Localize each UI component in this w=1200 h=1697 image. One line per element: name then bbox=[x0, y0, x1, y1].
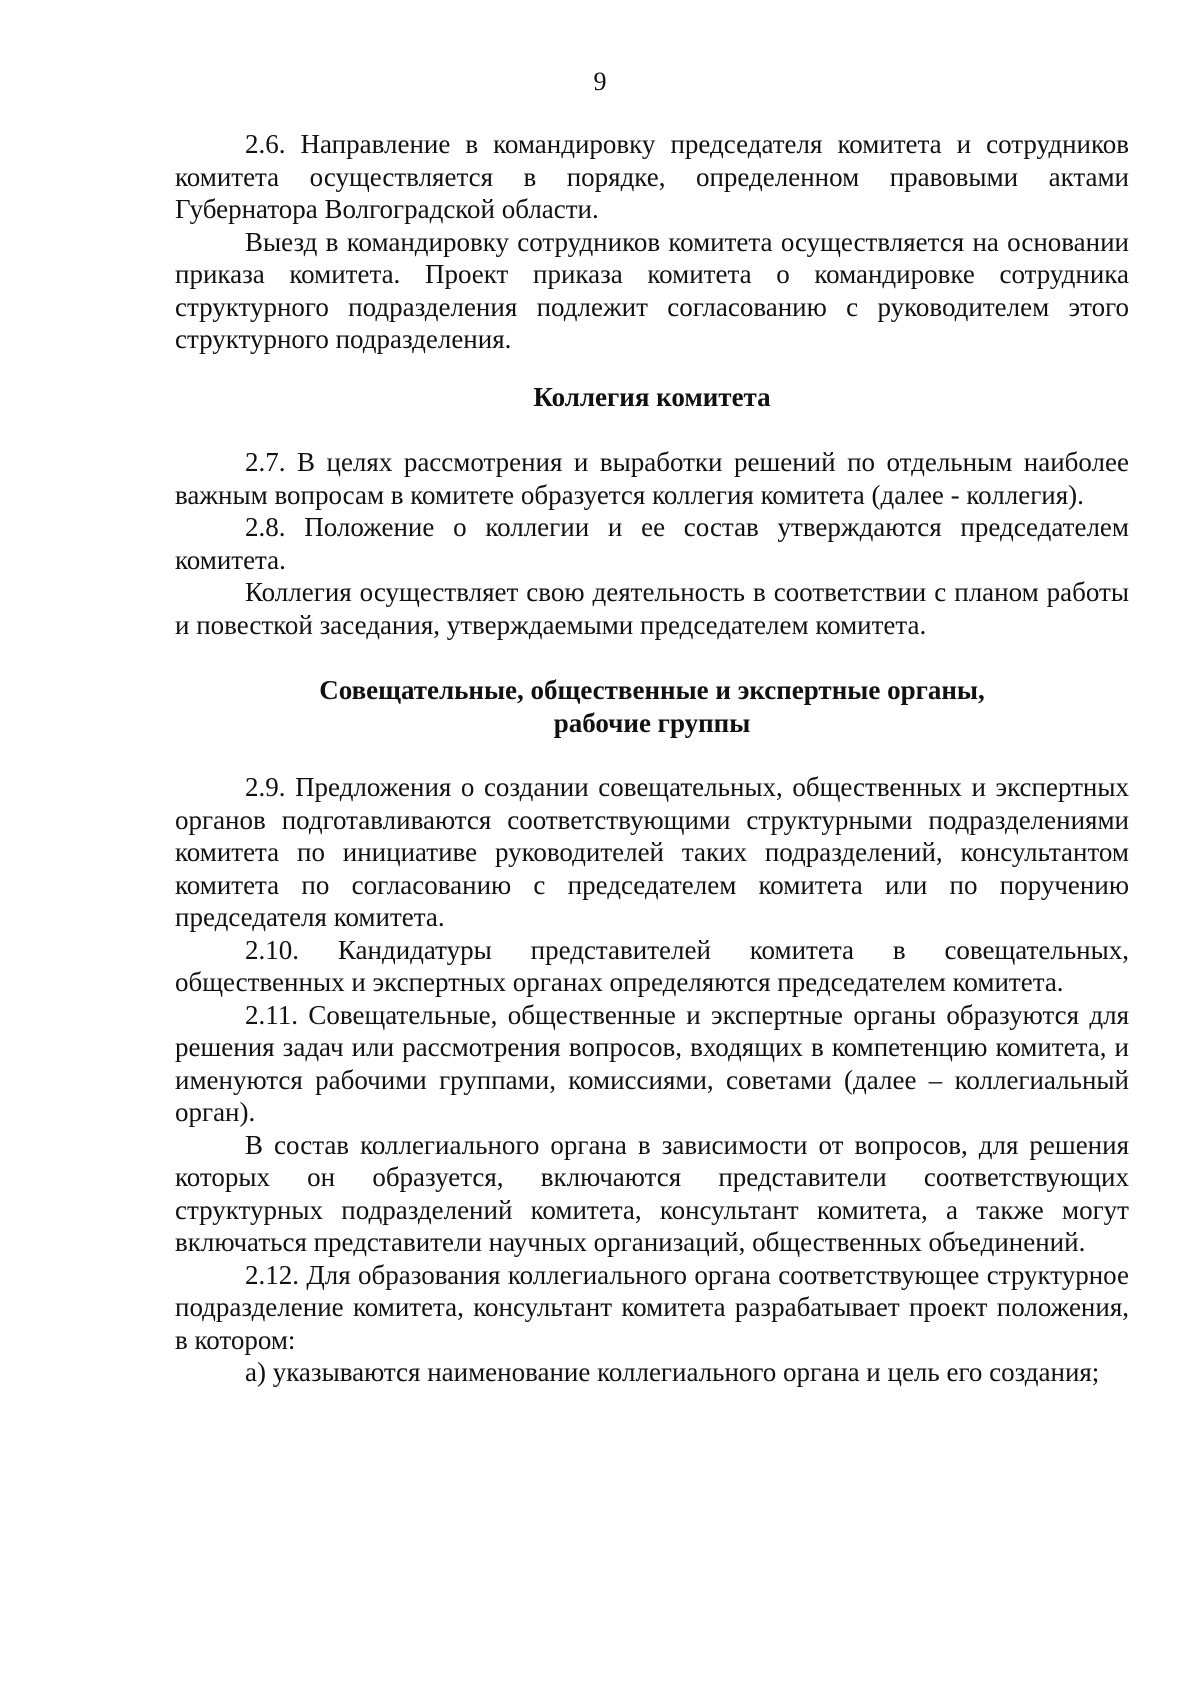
paragraph-2-6: 2.6. Направление в командировку председателя комитета и сотрудников комитета осуществляется в порядке, определенном правовыми актами Губернатора Волгоградской области. bbox=[175, 129, 1129, 224]
paragraph-2-11: 2.11. Совещательные, общественные и экспертные органы образуются для решения задач или рассмотрения вопросов, входящих в компетенцию комитета, и именуются рабочими группами, комиссиями, советами (далее – коллегиальный орган). bbox=[175, 999, 1129, 1127]
paragraph-2-9: 2.9. Предложения о создании совещательных, общественных и экспертных органов подготавливаются соответствующими структурными подразделениями комитета по инициативе руководителей таких подразделений, консультантом комитета по согласованию с председателем комитета или по поручению председателя комитета. bbox=[175, 772, 1129, 932]
section-heading-line-2: рабочие группы bbox=[553, 707, 751, 738]
section-heading-collegium: Коллегия комитета bbox=[533, 381, 771, 412]
paragraph-2-12: 2.12. Для образования коллегиального органа соответствующее структурное подразделение комитета, консультант комитета разрабатывает проект положения, в котором: bbox=[175, 1259, 1129, 1355]
paragraph-2-8: 2.8. Положение о коллегии и ее состав утверждаются председателем комитета. bbox=[175, 512, 1129, 575]
page-number: 9 bbox=[593, 67, 607, 96]
section-heading-line-1: Совещательные, общественные и экспертные органы, bbox=[319, 675, 985, 705]
paragraph-2-12-item-a: а) указываются наименование коллегиального органа и цель его создания; bbox=[245, 1357, 1100, 1387]
paragraph-2-8-continued: Коллегия осуществляет свою деятельность в соответствии с планом работы и повесткой заседания, утверждаемыми председателем комитета. bbox=[175, 577, 1129, 640]
document-body bbox=[175, 128, 1129, 1389]
paragraph-2-6-continued: Выезд в командировку сотрудников комитета осуществляется на основании приказа комитета. Проект приказа комитета о командировке сотрудника структурного подразделения подлежит согласованию с руководителем этого структурного подразделения. bbox=[175, 226, 1129, 354]
paragraph-2-7: 2.7. В целях рассмотрения и выработки решений по отдельным наиболее важным вопросам в комитете образуется коллегия комитета (далее - коллегия). bbox=[175, 447, 1129, 510]
paragraph-2-10: 2.10. Кандидатуры представителей комитета в совещательных, общественных и экспертных органах определяются председателем комитета. bbox=[175, 934, 1129, 997]
paragraph-2-11-continued: В состав коллегиального органа в зависимости от вопросов, для решения которых он образуется, включаются представители соответствующих структурных подразделений комитета, консультант комитета, а также могут включаться представители научных организаций, общественных объединений. bbox=[175, 1129, 1129, 1257]
section-heading-advisory-bodies bbox=[175, 674, 1129, 739]
